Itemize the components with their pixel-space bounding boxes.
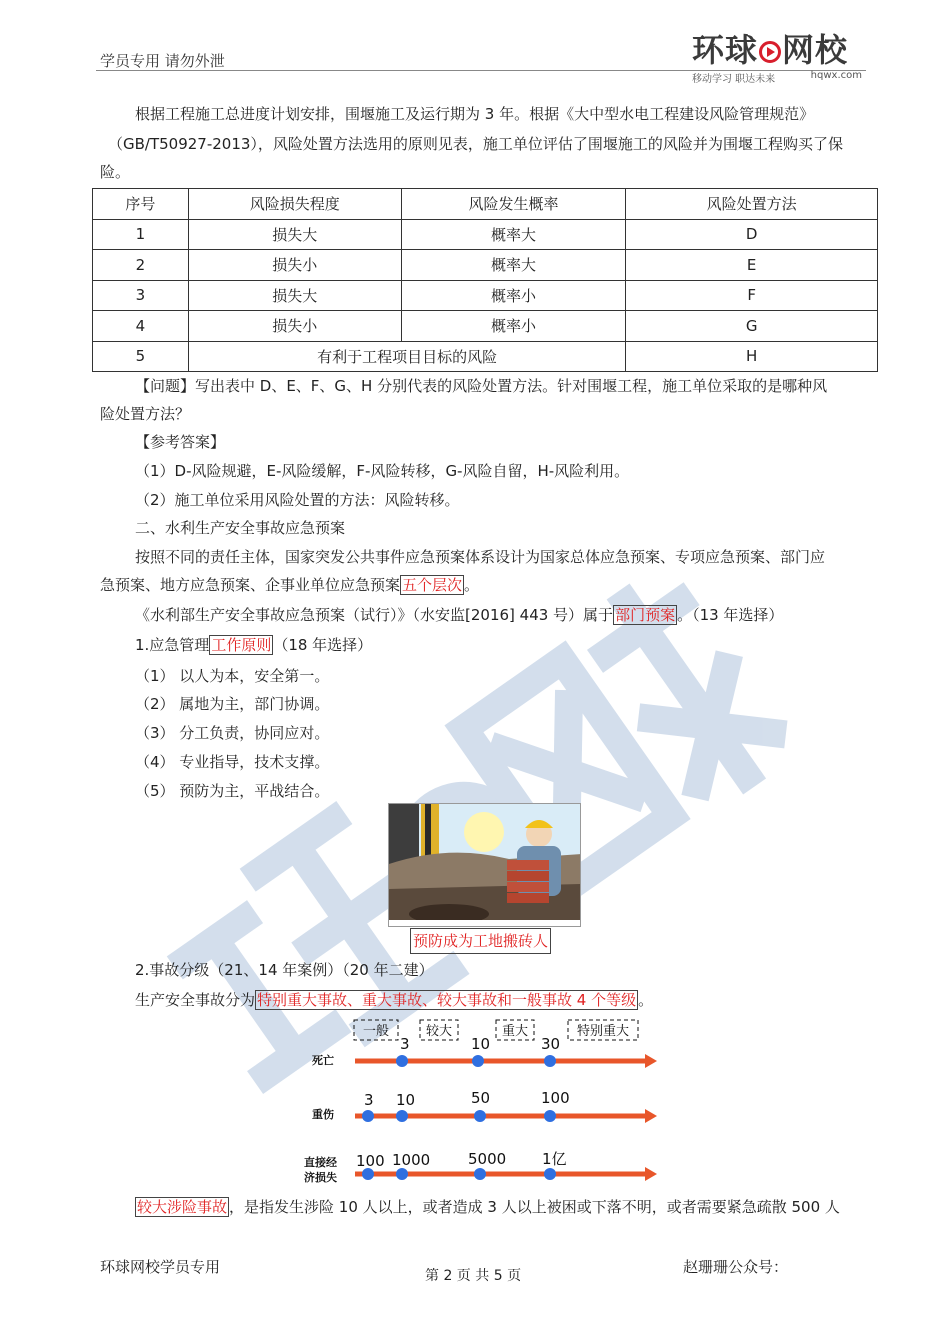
highlight-work-principles: 工作原则 xyxy=(211,636,272,654)
table-header-cell: 风险损失程度 xyxy=(188,189,401,220)
arrow-head xyxy=(645,1109,657,1123)
footer-right: 赵珊珊公众号： xyxy=(683,1258,789,1276)
intro-line-1: 根据工程施工总进度计划安排，围堰施工及运行期为 3 年。根据《大中型水电工程建设风险管理规范》 xyxy=(135,105,815,123)
table-row xyxy=(93,341,878,372)
threshold-dot xyxy=(544,1168,556,1180)
table-cell: D xyxy=(626,219,878,250)
threshold-dot xyxy=(362,1110,374,1122)
intro-line-3: 险。 xyxy=(100,163,131,181)
principle-item: （3） 分工负责，协同应对。 xyxy=(135,724,330,742)
level-label: 较大 xyxy=(425,1024,453,1039)
threshold-label: 50 xyxy=(471,1089,491,1107)
threshold-label: 30 xyxy=(541,1035,561,1053)
table-cell: 概率小 xyxy=(401,311,626,342)
section-para-2: 《水利部生产安全事故应急预案（试行）》（水安监[2016] 443 号）属于 部门预案 。（13 年选择） xyxy=(135,606,784,624)
answer-title: 【参考答案】 xyxy=(135,433,226,451)
threshold-dot xyxy=(396,1110,408,1122)
threshold-label: 10 xyxy=(471,1035,491,1053)
level-label: 特别重大 xyxy=(576,1024,630,1039)
answer-item-1: （1）D-风险规避，E-风险缓解，F-风险转移，G-风险自留，H-风险利用。 xyxy=(135,462,630,480)
answer-item-2: （2）施工单位采用风险处置的方法：风险转移。 xyxy=(135,491,460,509)
table-row xyxy=(93,250,878,281)
principle-item: （2） 属地为主，部门协调。 xyxy=(135,695,330,713)
grading-title: 2.事故分级（21、14 年案例）（20 年二建） xyxy=(135,961,434,979)
threshold-label: 1亿 xyxy=(542,1150,567,1168)
table-cell: E xyxy=(626,250,878,281)
level-label: 一般 xyxy=(362,1024,390,1039)
threshold-dot xyxy=(474,1110,486,1122)
threshold-dot xyxy=(396,1168,408,1180)
level-label: 重大 xyxy=(501,1024,529,1039)
table-cell: 概率大 xyxy=(401,250,626,281)
grading-line: 生产安全事故分为 特别重大事故、重大事故、较大事故和一般事故 4 个等级 。 xyxy=(135,991,654,1009)
table-cell: 1 xyxy=(93,219,189,250)
table-cell: 损失大 xyxy=(188,280,401,311)
table-cell: 损失大 xyxy=(188,219,401,250)
threshold-label: 5000 xyxy=(468,1150,507,1168)
highlight-dept-plan: 部门预案 xyxy=(615,606,676,624)
table-cell: F xyxy=(626,280,878,311)
section-para-1-line-2: 急预案、地方应急预案、企事业单位应急预案 五个层次 。 xyxy=(100,576,480,594)
threshold-label: 1000 xyxy=(392,1151,431,1169)
principles-title: 1.应急管理 工作原则 （18 年选择） xyxy=(135,636,373,654)
brand-logo: 环球 网校 移动学习 职达未来 hqwx.com xyxy=(692,31,862,85)
table-header-row xyxy=(93,189,878,220)
highlight-larger-risk-accident: 较大涉险事故 xyxy=(137,1198,228,1216)
row-label-deaths: 死亡 xyxy=(312,1054,334,1067)
table-cell: 4 xyxy=(93,311,189,342)
accident-grading-diagram xyxy=(300,1016,670,1191)
row-label-loss: 济损失 xyxy=(304,1171,337,1184)
table-cell: H xyxy=(626,341,878,372)
threshold-label: 3 xyxy=(400,1035,410,1053)
row-label-loss: 直接经 xyxy=(304,1156,337,1169)
principle-item: （5） 预防为主，平战结合。 xyxy=(135,782,330,800)
threshold-label: 100 xyxy=(541,1089,570,1107)
threshold-label: 3 xyxy=(364,1091,374,1109)
table-cell: 概率小 xyxy=(401,280,626,311)
table-header-cell: 风险处置方法 xyxy=(626,189,878,220)
table-row xyxy=(93,219,878,250)
table-cell: 2 xyxy=(93,250,189,281)
table-header-cell: 风险发生概率 xyxy=(401,189,626,220)
arrow-head xyxy=(645,1167,657,1181)
photo-caption: 预防成为工地搬砖人 xyxy=(410,928,551,954)
page-number: 第 2 页 共 5 页 xyxy=(425,1268,522,1284)
threshold-dot xyxy=(396,1055,408,1067)
worker-cartoon-image xyxy=(388,803,581,927)
table-cell: 损失小 xyxy=(188,250,401,281)
question-line-2: 险处置方法？ xyxy=(100,405,191,423)
risk-table xyxy=(92,188,878,372)
table-cell-merged: 有利于工程项目目标的风险 xyxy=(188,341,625,372)
footer-left: 环球网校学员专用 xyxy=(100,1258,221,1276)
arrow-head xyxy=(645,1054,657,1068)
highlight-four-levels: 特别重大事故、重大事故、较大事故和一般事故 4 个等级 xyxy=(257,991,637,1009)
threshold-dot xyxy=(544,1055,556,1067)
table-cell: G xyxy=(626,311,878,342)
header-label: 学员专用 请勿外泄 xyxy=(100,52,225,70)
section-title: 二、水利生产安全事故应急预案 xyxy=(135,519,346,537)
threshold-dot xyxy=(472,1055,484,1067)
last-line: 较大涉险事故 ，是指发生涉险 10 人以上，或者造成 3 人以上被困或下落不明，或者需要紧急疏散 500 人 xyxy=(137,1198,840,1216)
table-cell: 概率大 xyxy=(401,219,626,250)
table-row xyxy=(93,311,878,342)
threshold-dot xyxy=(544,1110,556,1122)
table-header-cell: 序号 xyxy=(93,189,189,220)
threshold-label: 10 xyxy=(396,1091,416,1109)
row-label-injuries: 重伤 xyxy=(312,1108,334,1121)
table-cell: 损失小 xyxy=(188,311,401,342)
section-para-1-line-1: 按照不同的责任主体，国家突发公共事件应急预案体系设计为国家总体应急预案、专项应急预案、部门应 xyxy=(135,548,826,566)
table-cell: 3 xyxy=(93,280,189,311)
principle-item: （1） 以人为本，安全第一。 xyxy=(135,667,330,685)
highlight-five-levels: 五个层次 xyxy=(402,576,463,594)
play-icon xyxy=(759,41,781,63)
threshold-dot xyxy=(474,1168,486,1180)
table-cell: 5 xyxy=(93,341,189,372)
principle-item: （4） 专业指导，技术支撑。 xyxy=(135,753,330,771)
intro-line-2: （GB/T50927-2013），风险处置方法选用的原则见表，施工单位评估了围堰施工的风险并为围堰工程购买了保 xyxy=(108,135,843,153)
table-row xyxy=(93,280,878,311)
question-line-1: 【问题】写出表中 D、E、F、G、H 分别代表的风险处置方法。针对围堰工程，施工单位采取的是哪种风 xyxy=(135,377,828,395)
threshold-label: 100 xyxy=(356,1152,385,1170)
